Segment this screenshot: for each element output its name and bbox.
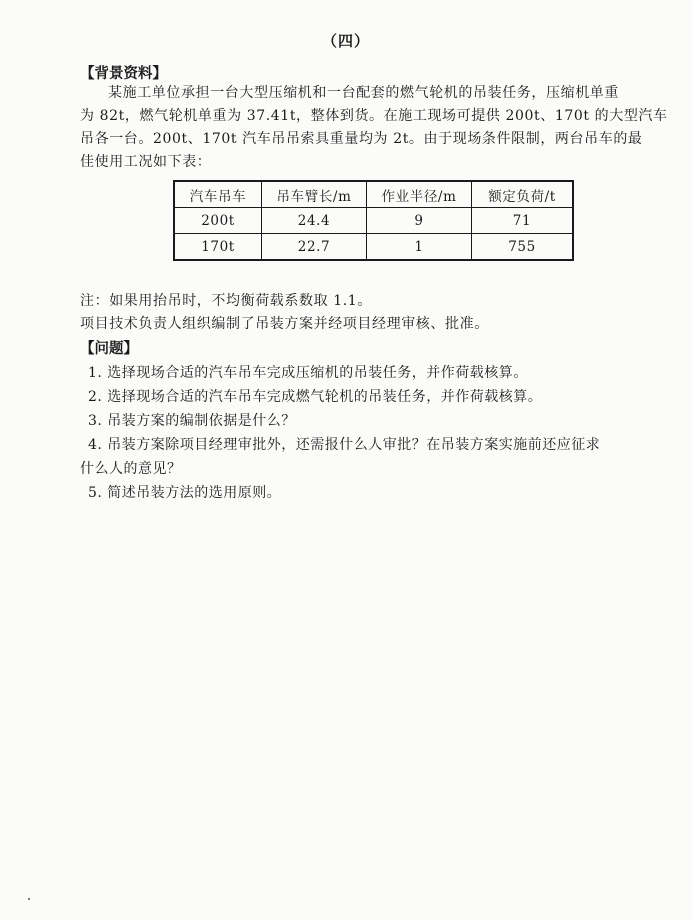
table-cell: 71 (472, 208, 574, 234)
table-header-cell: 吊车臂长/m (262, 181, 367, 208)
question-3: 3. 吊装方案的编制依据是什么？ (88, 413, 296, 429)
table-cell: 200t (174, 208, 262, 234)
question-1: 1. 选择现场合适的汽车吊车完成压缩机的吊装任务，并作荷载核算。 (88, 365, 528, 381)
question-5: 5. 简述吊装方法的选用原则。 (88, 485, 282, 501)
table-row (174, 208, 573, 234)
table-cell: 24.4 (262, 208, 367, 234)
section-heading: （四） (321, 32, 370, 50)
background-title: 【背景资料】 (80, 66, 167, 82)
table-header-cell: 额定负荷/t (472, 181, 574, 208)
crane-spec-table (173, 180, 574, 261)
background-line-2: 为 82t，燃气轮机单重为 37.41t，整体到货。在施工现场可提供 200t、170t 的大型汽车 (80, 108, 668, 124)
question-4: 4. 吊装方案除项目经理审批外，还需报什么人审批？在吊装方案实施前还应征求 (88, 437, 601, 453)
questions-title: 【问题】 (80, 341, 138, 357)
approval-text: 项目技术负责人组织编制了吊装方案并经项目经理审核、批准。 (80, 316, 489, 332)
table-header-cell: 作业半径/m (367, 181, 472, 208)
table-row (174, 234, 573, 261)
background-line-3: 吊各一台。200t、170t 汽车吊吊索具重量均为 2t。由于现场条件限制，两台吊车的最 (80, 131, 643, 147)
table-cell: 170t (174, 234, 262, 261)
question-4-continued: 什么人的意见？ (80, 461, 182, 477)
background-line-1: 某施工单位承担一台大型压缩机和一台配套的燃气轮机的吊装任务，压缩机单重 (108, 85, 619, 101)
background-line-4: 佳使用工况如下表： (80, 154, 212, 170)
question-2: 2. 选择现场合适的汽车吊车完成燃气轮机的吊装任务，并作荷载核算。 (88, 389, 543, 405)
table-cell: 9 (367, 208, 472, 234)
table-header-row (174, 181, 573, 208)
table-cell: 22.7 (262, 234, 367, 261)
table-header-cell: 汽车吊车 (174, 181, 262, 208)
note-text: 注：如果用抬吊时，不均衡荷载系数取 1.1。 (80, 293, 372, 309)
table-cell: 755 (472, 234, 574, 261)
table-cell: 1 (367, 234, 472, 261)
scan-speck (28, 898, 30, 900)
